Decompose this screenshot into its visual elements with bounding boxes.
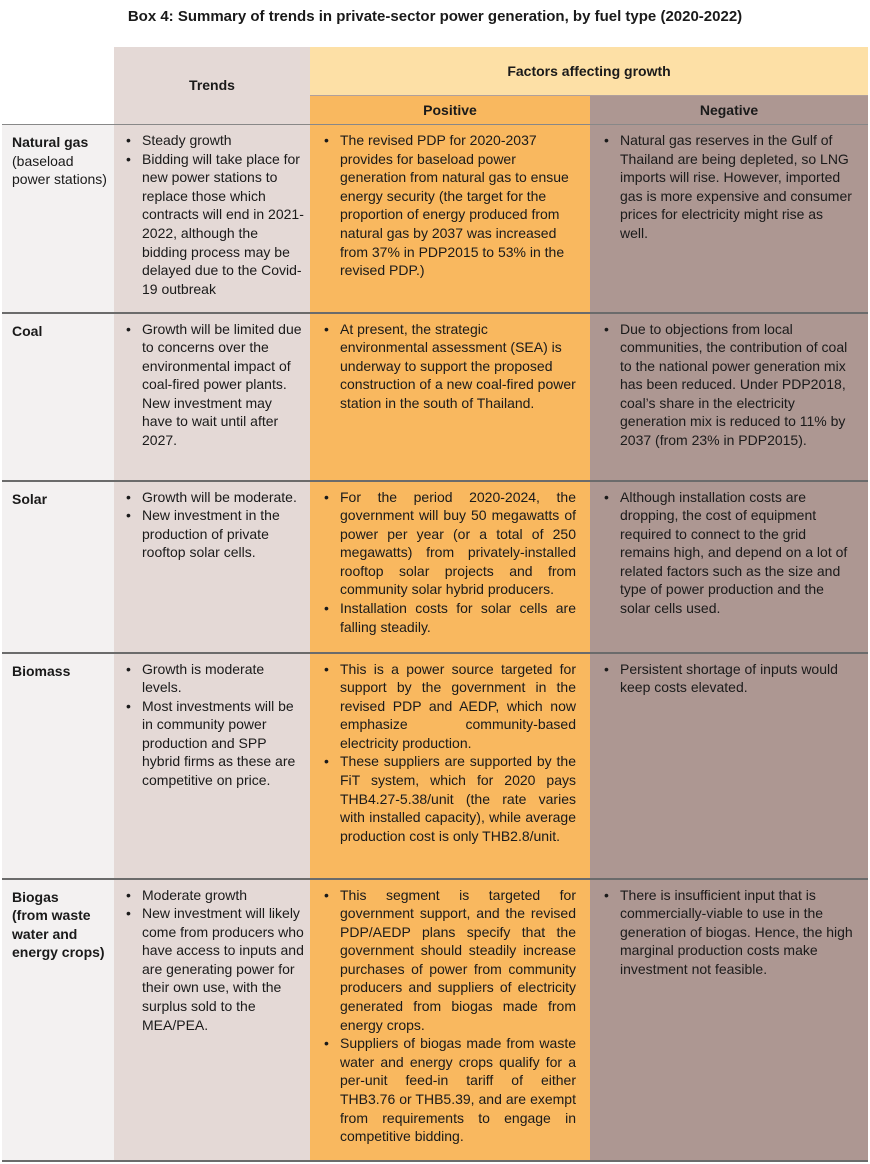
fuel-subtitle: (baseload power stations) xyxy=(12,152,107,188)
negative-cell xyxy=(590,653,868,879)
fuel-cell xyxy=(2,125,114,313)
negative-cell xyxy=(590,313,868,481)
positive-cell xyxy=(310,125,590,313)
list-item: • Natural gas reserves in the Gulf of Thailand are being depleted, so LNG imports will rise. However, imported gas is more expensive and consumer prices for electricity might rise as well. xyxy=(602,131,854,243)
trends-cell xyxy=(114,481,310,653)
list-item: • Most investments will be in community power production and SPP hybrid firms as these are competitive on price. xyxy=(124,697,304,790)
trends-table xyxy=(2,47,868,1162)
negative-cell xyxy=(590,125,868,313)
fuel-cell xyxy=(2,481,114,653)
list-item: • This segment is targeted for government support, and the revised PDP/AEDP plans specify that the government should steadily increase purchases of power from community producers and suppliers of electricity generated from biogas made from energy crops. xyxy=(322,886,576,1035)
trends-cell xyxy=(114,653,310,879)
positive-cell xyxy=(310,879,590,1161)
header-blank-cell xyxy=(2,47,114,125)
fuel-cell xyxy=(2,313,114,481)
fuel-name: Biomass xyxy=(12,662,71,679)
list-item: • New investment in the production of private rooftop solar cells. xyxy=(124,506,304,562)
fuel-name: Natural gas xyxy=(12,134,89,150)
table-row xyxy=(2,481,868,653)
header-row-top xyxy=(2,47,868,96)
fuel-cell xyxy=(2,653,114,879)
header-negative: Negative xyxy=(590,96,868,125)
trends-cell xyxy=(114,125,310,313)
positive-cell xyxy=(310,653,590,879)
list-item: • Moderate growth xyxy=(124,886,304,905)
list-item: • At present, the strategic environmental assessment (SEA) is underway to support the proposed construction of a new coal-fired power station in the south of Thailand. xyxy=(322,320,576,413)
trends-cell xyxy=(114,313,310,481)
list-item: • This is a power source targeted for support by the government in the revised PDP and AEDP, which now emphasize community-based electricity production. xyxy=(322,660,576,753)
header-factors: Factors affecting growth xyxy=(310,47,868,96)
list-item: • Growth is moderate levels. xyxy=(124,660,304,697)
list-item: • The revised PDP for 2020-2037 provides for baseload power generation from natural gas to ensue energy security (the target for the proportion of energy produced from natural gas by 2037 was increased from 37% in PDP2015 to 53% in the revised PDP.) xyxy=(322,131,576,280)
positive-cell xyxy=(310,481,590,653)
list-item: • Suppliers of biogas made from waste water and energy crops qualify for a per-unit feed-in tariff of either THB3.76 or THB5.39, and are exempt from requirements to engage in competitive bidding. xyxy=(322,1034,576,1146)
list-item: • Persistent shortage of inputs would keep costs elevated. xyxy=(602,660,854,697)
header-trends: Trends xyxy=(114,47,310,125)
list-item: • Bidding will take place for new power stations to replace those which contracts will end in 2021-2022, although the bidding process may be delayed due to the Covid-19 outbreak xyxy=(124,150,304,299)
page-title: Box 4: Summary of trends in private-sector power generation, by fuel type (2020-2022) xyxy=(127,8,743,25)
table-row xyxy=(2,125,868,313)
list-item: • Although installation costs are dropping, the cost of equipment required to connect to the grid remains high, and depend on a lot of related factors such as the size and type of power production and the solar cells used. xyxy=(602,488,854,618)
list-item: • Due to objections from local communities, the contribution of coal to the national power generation mix has been reduced. Under PDP2018, coal’s share in the electricity generation mix is reduced to 11% by 2037 (from 23% in PDP2015). xyxy=(602,320,854,450)
fuel-subtitle: (from waste water and energy crops) xyxy=(12,907,105,961)
negative-cell xyxy=(590,481,868,653)
fuel-name: Coal xyxy=(12,322,43,339)
list-item: • For the period 2020-2024, the government will buy 50 megawatts of power per year (or a total of 250 megawatts) from privately-installed rooftop solar projects and from community solar hybrid producers. xyxy=(322,488,576,600)
list-item: • Growth will be limited due to concerns over the environmental impact of coal-fired power plants. New investment may have to wait until after 2027. xyxy=(124,320,304,450)
fuel-cell xyxy=(2,879,114,1161)
list-item: • These suppliers are supported by the FiT system, which for 2020 pays THB4.27-5.38/unit (the rate varies with installed capacity), while average production cost is only THB2.8/unit. xyxy=(322,752,576,845)
list-item: • Steady growth xyxy=(124,131,304,150)
list-item: • There is insufficient input that is commercially-viable to use in the generation of biogas. Hence, the high marginal production costs make investment not feasible. xyxy=(602,886,854,979)
header-positive: Positive xyxy=(310,96,590,125)
positive-cell xyxy=(310,313,590,481)
list-item: • Growth will be moderate. xyxy=(124,488,304,507)
list-item: • New investment will likely come from producers who have access to inputs and are generating power for their own use, with the surplus sold to the MEA/PEA. xyxy=(124,904,304,1034)
list-item: • Installation costs for solar cells are falling steadily. xyxy=(322,599,576,636)
negative-cell xyxy=(590,879,868,1161)
trends-cell xyxy=(114,879,310,1161)
fuel-name: Solar xyxy=(12,490,48,507)
fuel-name: Biogas xyxy=(12,888,59,905)
table-row xyxy=(2,313,868,481)
table-row xyxy=(2,879,868,1161)
table-row xyxy=(2,653,868,879)
